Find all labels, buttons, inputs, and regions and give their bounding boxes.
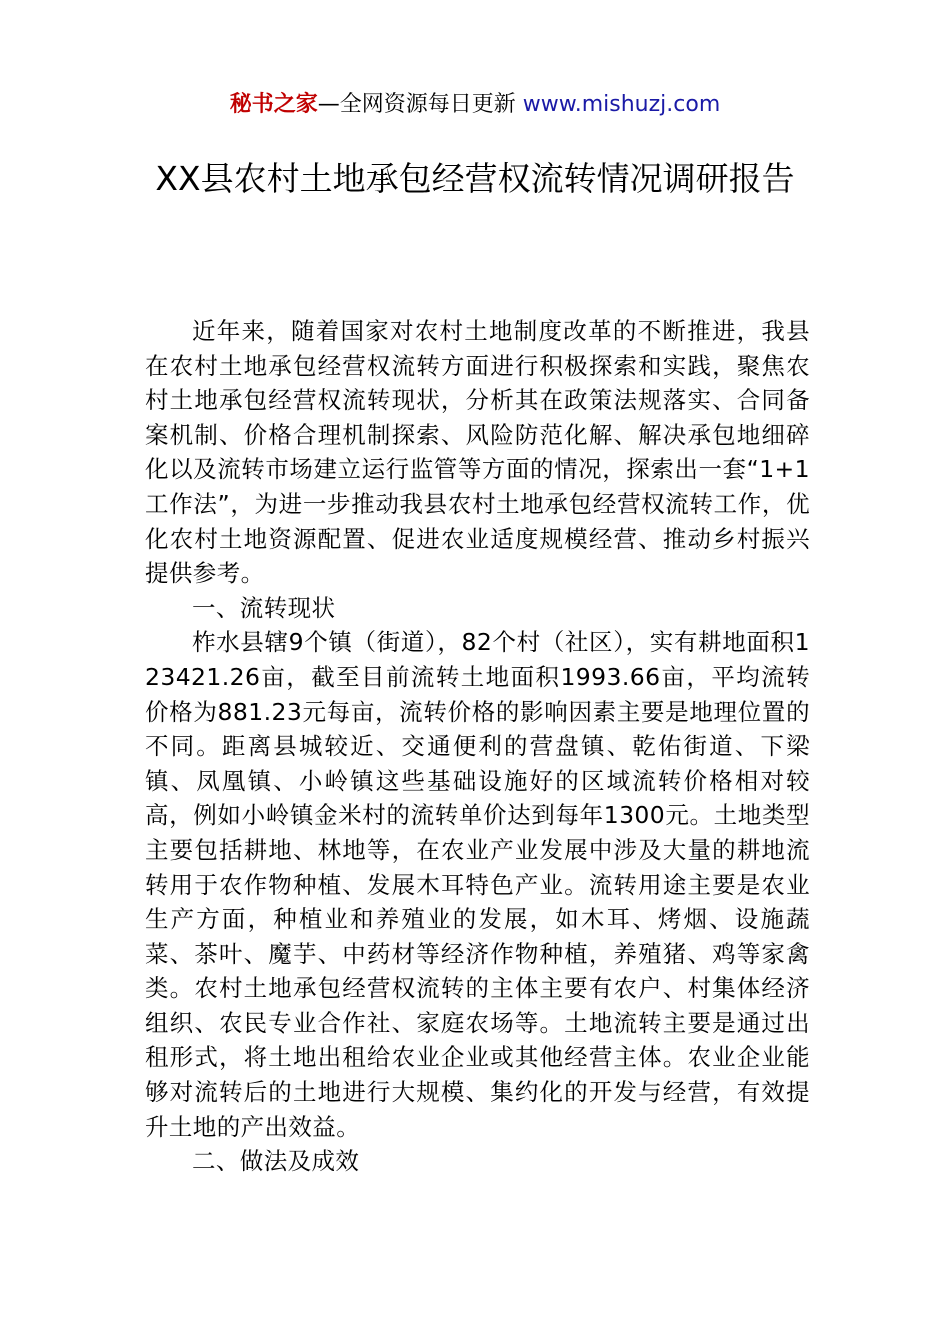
header-tagline: —全网资源每日更新 bbox=[317, 92, 516, 117]
intro-paragraph: 近年来，随着国家对农村土地制度改革的不断推进，我县在农村土地承包经营权流转方面进行积极探索和实践，聚焦农村土地承包经营权流转现状，分析其在政策法规落实、合同备案机制、价格合理机制探索、风险防范化解、解决承包地细碎化以及流转市场建立运行监管等方面的情况，探索出一套“1+1工作法”，为进一步推动我县农村土地承包经营权流转工作，优化农村土地资源配置、促进农业适度规模经营、推动乡村振兴提供参考。 bbox=[145, 317, 810, 588]
document-title: XX县农村土地承包经营权流转情况调研报告 bbox=[155, 159, 795, 198]
brand-name: 秘书之家 bbox=[229, 92, 318, 117]
site-header bbox=[0, 88, 950, 122]
document-body bbox=[145, 314, 810, 1179]
site-url-link[interactable]: www.mishuzj.com bbox=[522, 92, 721, 117]
section-1-paragraph: 柞水县辖9个镇（街道），82个村（社区），实有耕地面积123421.26亩，截至目前流转土地面积1993.66亩，平均流转价格为881.23元每亩，流转价格的影响因素主要是地理位置的不同。距离县城较近、交通便利的营盘镇、乾佑街道、下梁镇、凤凰镇、小岭镇这些基础设施好的区域流转价格相对较高，例如小岭镇金米村的流转单价达到每年1300元。土地类型主要包括耕地、林地等，在农业产业发展中涉及大量的耕地流转用于农作物种植、发展木耳特色产业。流转用途主要是农业生产方面，种植业和养殖业的发展，如木耳、烤烟、设施蔬菜、茶叶、魔芋、中药材等经济作物种植，养殖猪、鸡等家禽类。农村土地承包经营权流转的主体主要有农户、村集体经济组织、农民专业合作社、家庭农场等。土地流转主要是通过出租形式，将土地出租给农业企业或其他经营主体。农业企业能够对流转后的土地进行大规模、集约化的开发与经营，有效提升土地的产出效益。 bbox=[145, 628, 810, 1141]
section-heading-2: 二、做法及成效 bbox=[192, 1147, 360, 1176]
section-heading-1: 一、流转现状 bbox=[192, 593, 336, 622]
